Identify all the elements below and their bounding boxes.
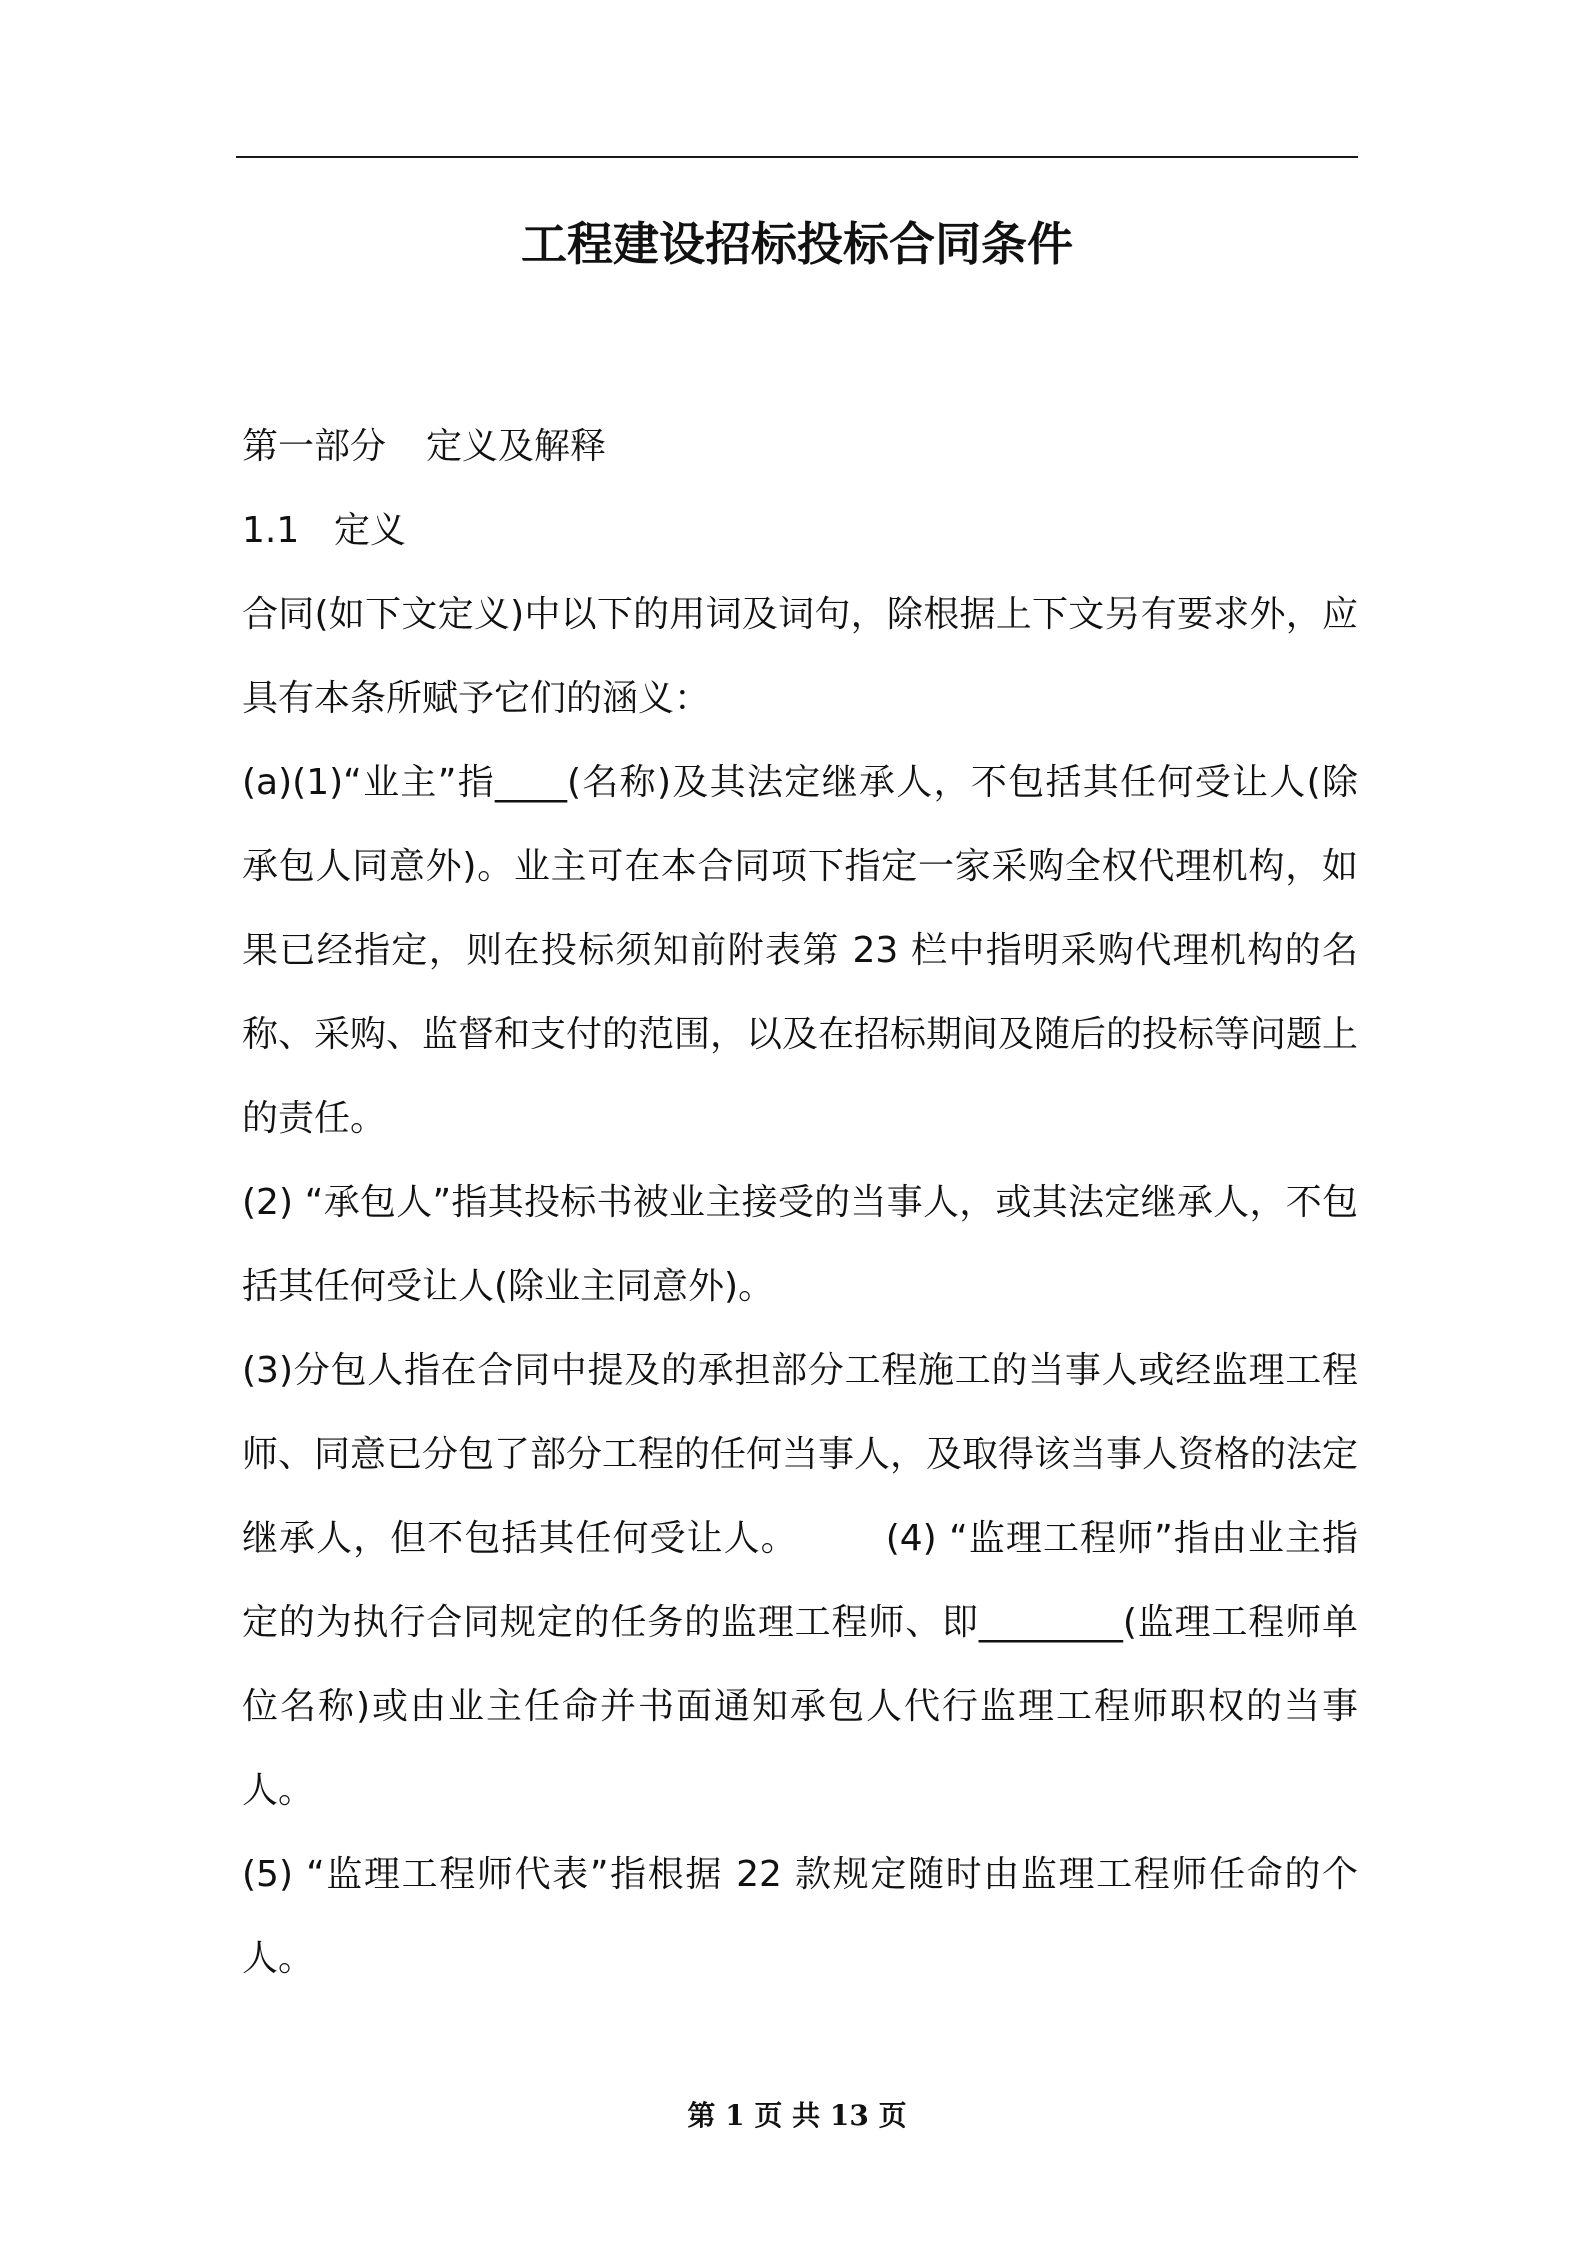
- page-footer: 第 1 页 共 13 页: [687, 2099, 907, 2132]
- document-body: [242, 405, 1358, 2001]
- paragraph-owner-definition: (a)(1)“业主”指____(名称)及其法定继承人，不包括其任何受让人(除承包人同意外)。业主可在本合同项下指定一家采购全权代理机构，如果已经指定，则在投标须知前附表第 23 栏中指明采购代理机构的名称、采购、监督和支付的范围，以及在招标期间及随后的投标等问题上的责任。: [242, 762, 1359, 1139]
- paragraph-engineer-representative: (5) “监理工程师代表”指根据 22 款规定随时由监理工程师任命的个人。: [242, 1854, 1358, 1979]
- clause-heading: [242, 489, 1358, 573]
- paragraph-subcontractor-engineer: [242, 1329, 1358, 1833]
- clause-heading-text: 定义: [334, 510, 407, 551]
- engineer-definition: (4) “监理工程师”指由业主指定的为执行合同规定的任务的监理工程师、即________(监理工程师单位名称)或由业主任命并书面通知承包人代行监理工程师职权的当事人。: [242, 1518, 1358, 1811]
- part-heading: [242, 405, 1358, 489]
- part-heading-label: 第一部分: [242, 426, 387, 467]
- part-heading-text: 定义及解释: [426, 426, 607, 467]
- paragraph-intro: 合同(如下文定义)中以下的用词及词句，除根据上下文另有要求外，应具有本条所赋予它们的涵义：: [242, 594, 1358, 719]
- header-rule: [236, 156, 1358, 158]
- paragraph-contractor-definition: (2) “承包人”指其投标书被业主接受的当事人，或其法定继承人，不包括其任何受让人(除业主同意外)。: [242, 1182, 1358, 1307]
- subcontractor-definition: (3)分包人指在合同中提及的承担部分工程施工的当事人或经监理工程师、同意已分包了部分工程的任何当事人，及取得该当事人资格的法定继承人，但不包括其任何受让人。: [242, 1350, 1359, 1559]
- document-title: 工程建设招标投标合同条件: [521, 217, 1073, 271]
- clause-number: 1.1: [242, 510, 300, 551]
